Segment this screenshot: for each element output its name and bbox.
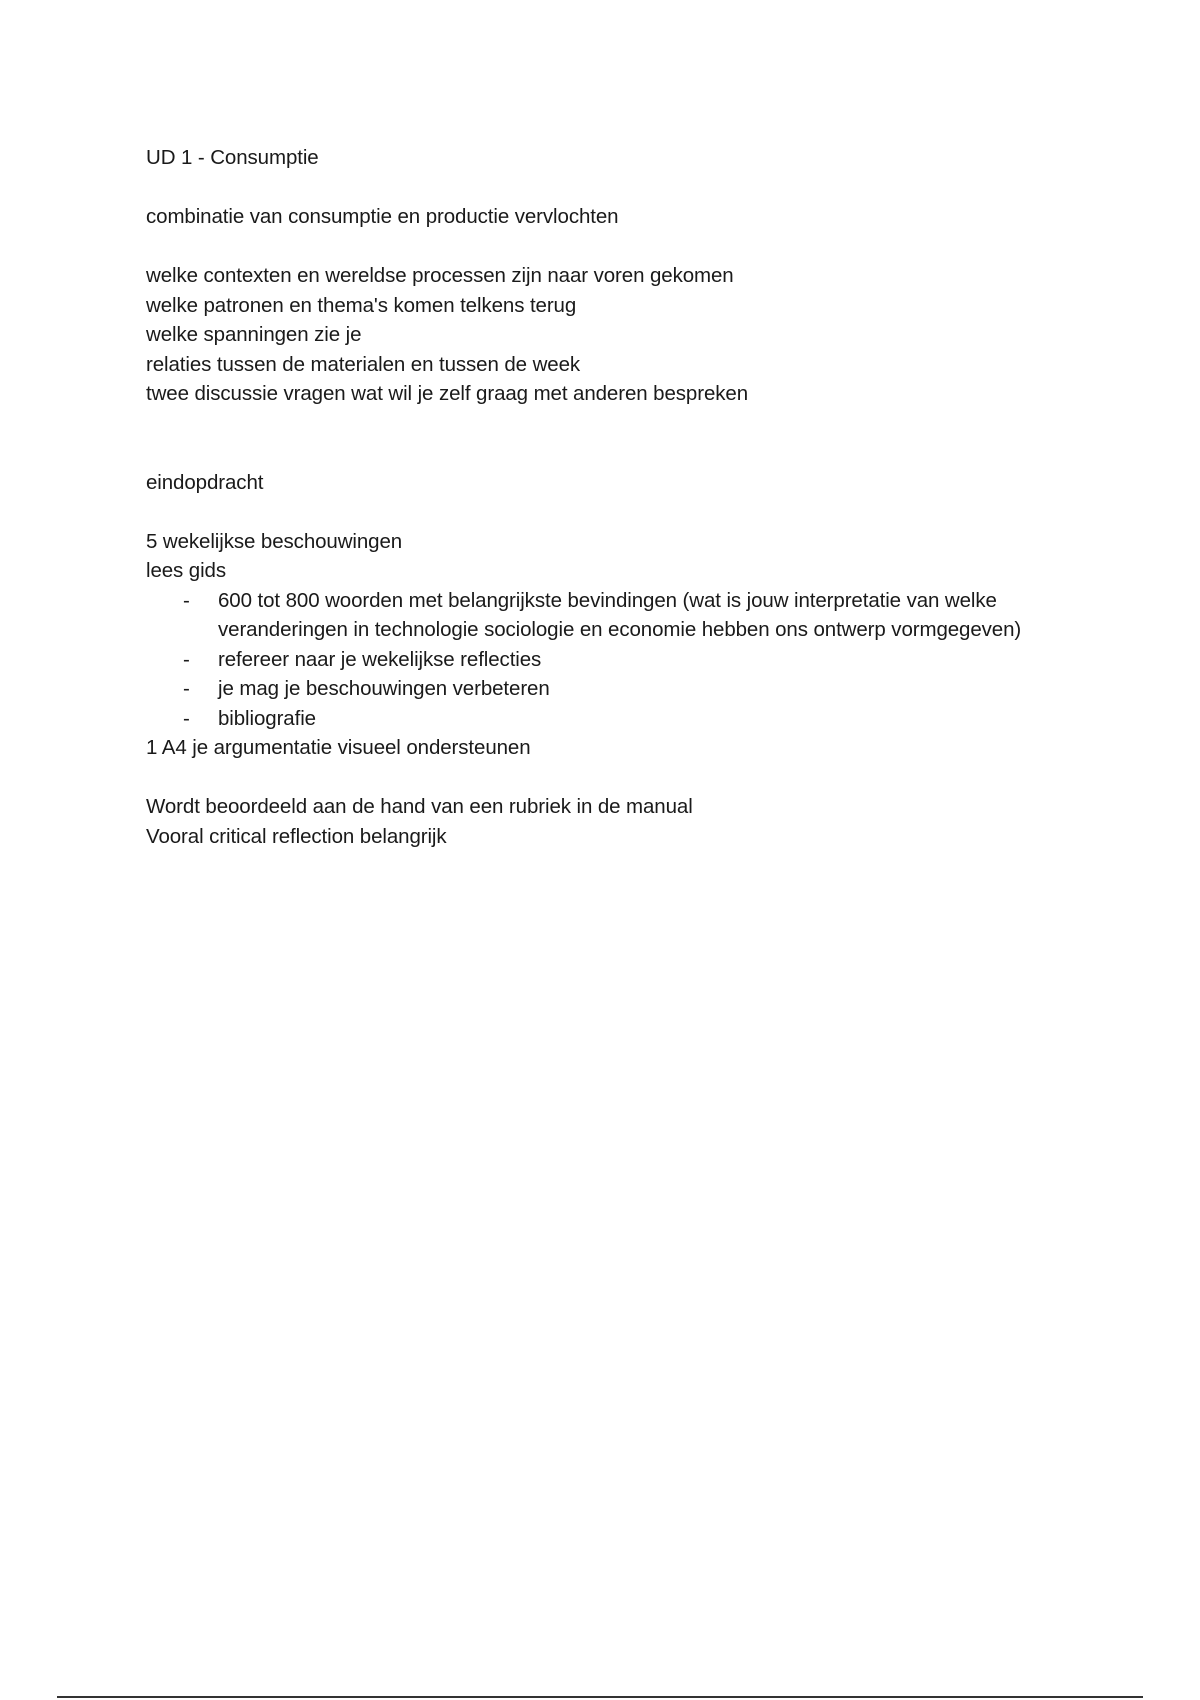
question-line: welke spanningen zie je (146, 323, 362, 346)
bullet-marker: - (183, 588, 190, 612)
weekly-reflections-line: 5 wekelijkse beschouwingen (146, 529, 403, 553)
spacer (146, 173, 1046, 203)
spacer (146, 409, 1046, 468)
intro-line: combinatie van consumptie en productie vervlochten (146, 205, 619, 228)
requirements-list (146, 586, 1046, 734)
bullet-marker: - (183, 647, 190, 671)
list-item-text: refereer naar je wekelijkse reflecties (218, 647, 542, 671)
question-line: relaties tussen de materialen en tussen de week (146, 352, 581, 376)
bottom-divider (57, 1696, 1143, 1698)
assessment-line: Wordt beoordeeld aan de hand van een rubriek in de manual (146, 795, 693, 818)
spacer (146, 232, 1046, 262)
read-guide-line: lees gids (146, 559, 227, 582)
list-item-text: 600 tot 800 woorden met belangrijkste bevindingen (wat is jouw interpretatie van welke veranderingen in technologie sociologie en economie hebben ons ontwerp vormgegeven) (218, 588, 1022, 641)
document-title: UD 1 - Consumptie (146, 146, 319, 169)
list-item (146, 674, 1046, 704)
bullet-marker: - (183, 706, 190, 730)
assignment-heading: eindopdracht (146, 470, 264, 494)
assessment-line: Vooral critical reflection belangrijk (146, 824, 447, 848)
list-item-text: bibliografie (218, 706, 316, 730)
question-line: welke patronen en thema's komen telkens terug (146, 293, 577, 317)
question-line: twee discussie vragen wat wil je zelf graag met anderen bespreken (146, 382, 748, 405)
list-item (146, 586, 1046, 645)
list-item (146, 704, 1046, 734)
list-item (146, 645, 1046, 675)
list-item-text: je mag je beschouwingen verbeteren (218, 677, 550, 700)
bullet-marker: - (183, 677, 190, 700)
spacer (146, 763, 1046, 793)
visual-support-line: 1 A4 je argumentatie visueel ondersteunen (146, 736, 531, 759)
question-line: welke contexten en wereldse processen zijn naar voren gekomen (146, 264, 734, 287)
spacer (146, 497, 1046, 527)
question-list (146, 261, 1046, 409)
document-body (146, 143, 1046, 851)
